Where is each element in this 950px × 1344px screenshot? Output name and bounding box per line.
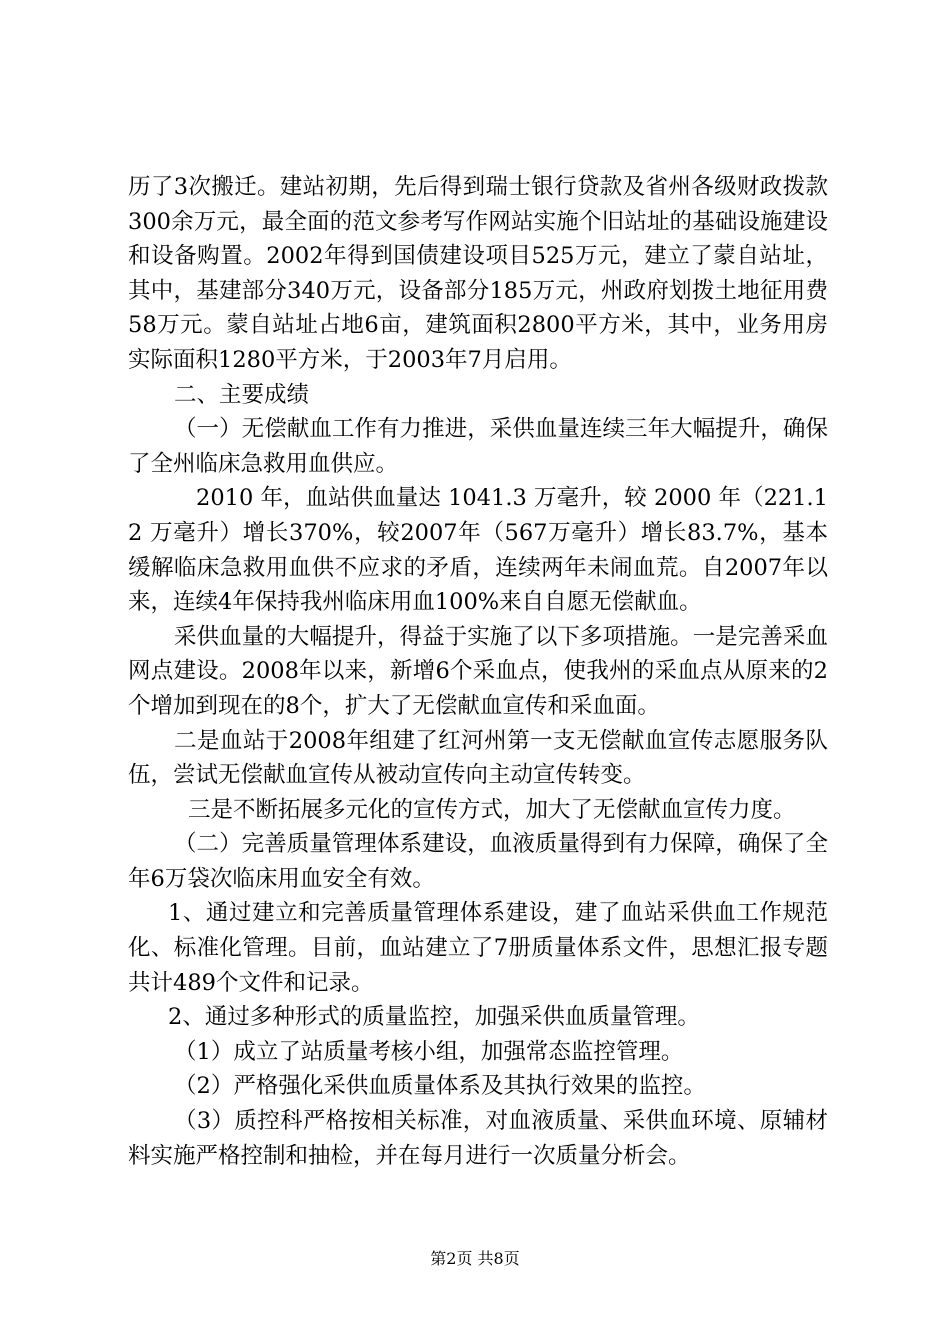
paragraph-measures-one: 采供血量的大幅提升，得益于实施了以下多项措施。一是完善采血网点建设。2008年以来，新增6个采血点，使我州的采血点从原来的2个增加到现在的8个，扩大了无偿献血宣传和采血面。 bbox=[128, 623, 828, 719]
paragraph-quality-sub-1: （1）成立了站质量考核小组，加强常态监控管理。 bbox=[174, 1038, 684, 1065]
subheading-quality-system: （二）完善质量管理体系建设，血液质量得到有力保障，确保了全年6万袋次临床用血安全有效。 bbox=[128, 831, 828, 892]
document-body bbox=[128, 170, 828, 1173]
paragraph-quality-item-1: 1、通过建立和完善质量管理体系建设，建了血站采供血工作规范化、标准化管理。目前，血站建立了7册质量体系文件，思想汇报专题共计489个文件和记录。 bbox=[128, 900, 828, 996]
paragraph-blood-supply-stats: 2010 年，血站供血量达 1041.3 万毫升，较 2000 年（221.12 万毫升）增长370%，较2007年（567万毫升）增长83.7%，基本缓解临床急救用血供不应求的矛盾，连续两年未闹血荒。自2007年以来，连续4年保持我州临床用血100%来自自愿无偿献血。 bbox=[128, 485, 828, 616]
paragraph-measures-three: 三是不断拓展多元化的宣传方式，加大了无偿献血宣传力度。 bbox=[188, 796, 796, 823]
paragraph-quality-sub-3: （3）质控科严格按相关标准，对血液质量、采供血环境、原辅材料实施严格控制和抽检，并在每月进行一次质量分析会。 bbox=[128, 1108, 828, 1169]
paragraph-relocation: 历了3次搬迁。建站初期，先后得到瑞士银行贷款及省州各级财政拨款300余万元，最全面的范文参考写作网站实施个旧站址的基础设施建设和设备购置。2002年得到国债建设项目525万元，建立了蒙自站址，其中，基建部分340万元，设备部分185万元，州政府划拨土地征用费58万元。蒙自站址占地6亩，建筑面积2800平方米，其中，业务用房实际面积1280平方米，于2003年7月启用。 bbox=[128, 174, 828, 373]
page-footer: 第2页 共8页 bbox=[430, 1249, 520, 1268]
section-heading-achievements: 二、主要成绩 bbox=[174, 381, 310, 408]
paragraph-measures-two: 二是血站于2008年组建了红河州第一支无偿献血宣传志愿服务队伍，尝试无偿献血宣传从被动宣传向主动宣传转变。 bbox=[128, 727, 828, 789]
subheading-blood-donation: （一）无偿献血工作有力推进，采供血量连续三年大幅提升，确保了全州临床急救用血供应。 bbox=[128, 416, 828, 477]
paragraph-quality-item-2: 2、通过多种形式的质量监控，加强采供血质量管理。 bbox=[168, 1004, 700, 1031]
paragraph-quality-sub-2: （2）严格强化采供血质量体系及其执行效果的监控。 bbox=[174, 1073, 706, 1100]
